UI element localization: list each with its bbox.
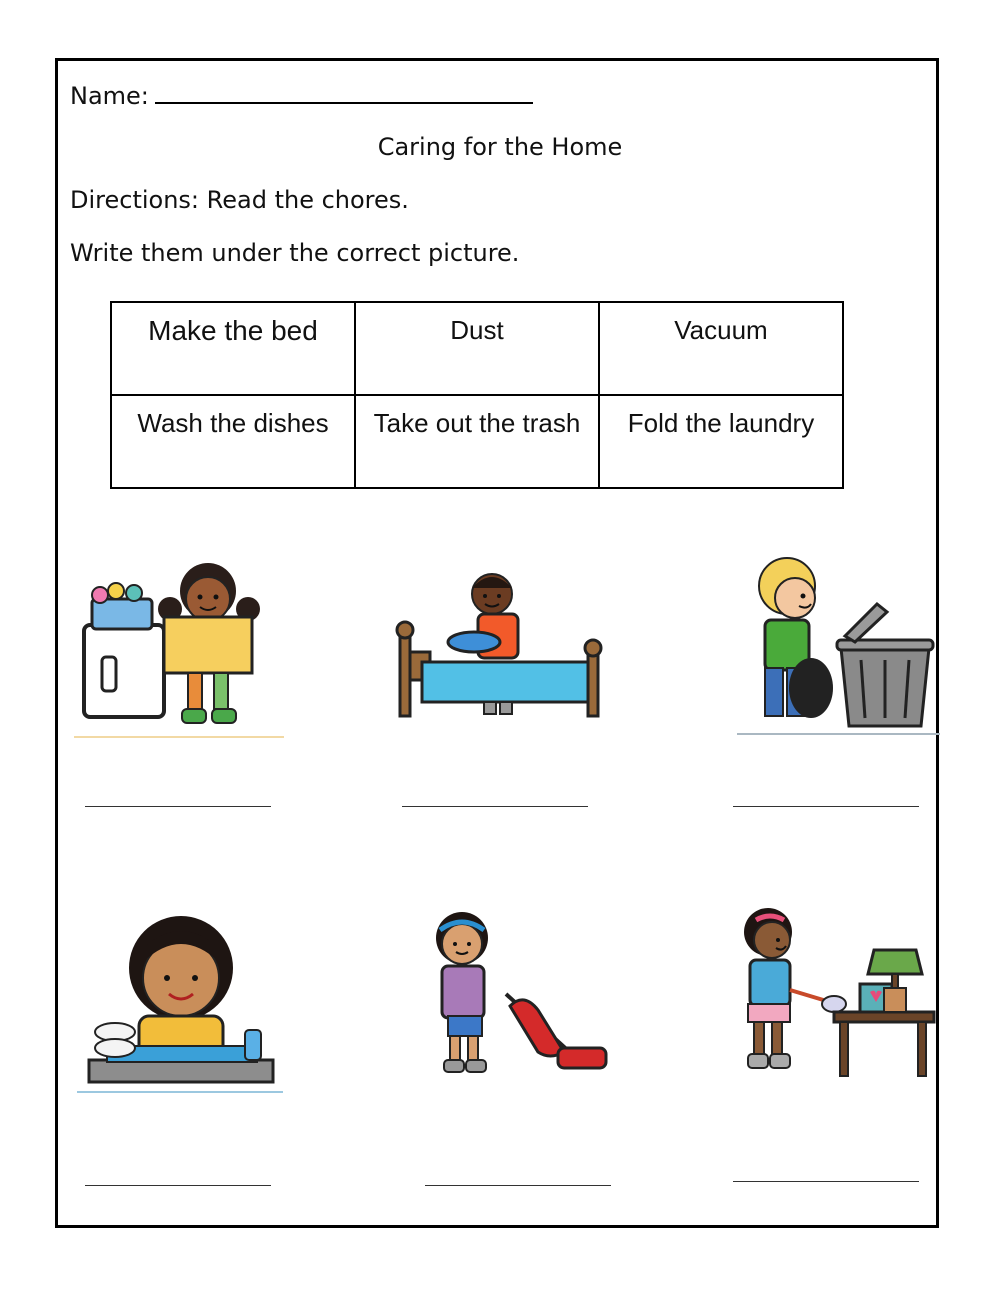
word-bank-cell: Fold the laundry — [599, 395, 843, 488]
answer-blank-2[interactable] — [402, 806, 588, 807]
word-bank-row — [111, 302, 843, 395]
word-bank-cell: Take out the trash — [355, 395, 599, 488]
name-label: Name: — [70, 82, 149, 110]
directions-line-2: Write them under the correct picture. — [70, 239, 520, 267]
answer-blank-4[interactable] — [85, 1185, 271, 1186]
laundry-girl-icon — [72, 557, 286, 739]
vacuum-girl-icon — [414, 906, 622, 1086]
dusting-girl-icon — [720, 900, 938, 1080]
make-bed-boy-icon — [388, 556, 606, 726]
word-bank-cell: Make the bed — [111, 302, 355, 395]
word-bank-cell: Wash the dishes — [111, 395, 355, 488]
answer-blank-1[interactable] — [85, 806, 271, 807]
word-bank-cell: Dust — [355, 302, 599, 395]
answer-blank-6[interactable] — [733, 1181, 919, 1182]
word-bank-cell: Vacuum — [599, 302, 843, 395]
answer-blank-3[interactable] — [733, 806, 919, 807]
name-field[interactable] — [155, 80, 533, 104]
answer-blank-5[interactable] — [425, 1185, 611, 1186]
word-bank-row — [111, 395, 843, 488]
page-title: Caring for the Home — [377, 133, 623, 161]
dishes-girl-icon — [77, 912, 283, 1094]
directions-line-1: Directions: Read the chores. — [70, 186, 409, 214]
trash-boy-icon — [737, 548, 940, 736]
name-row — [70, 80, 533, 110]
word-bank-table — [110, 301, 844, 489]
